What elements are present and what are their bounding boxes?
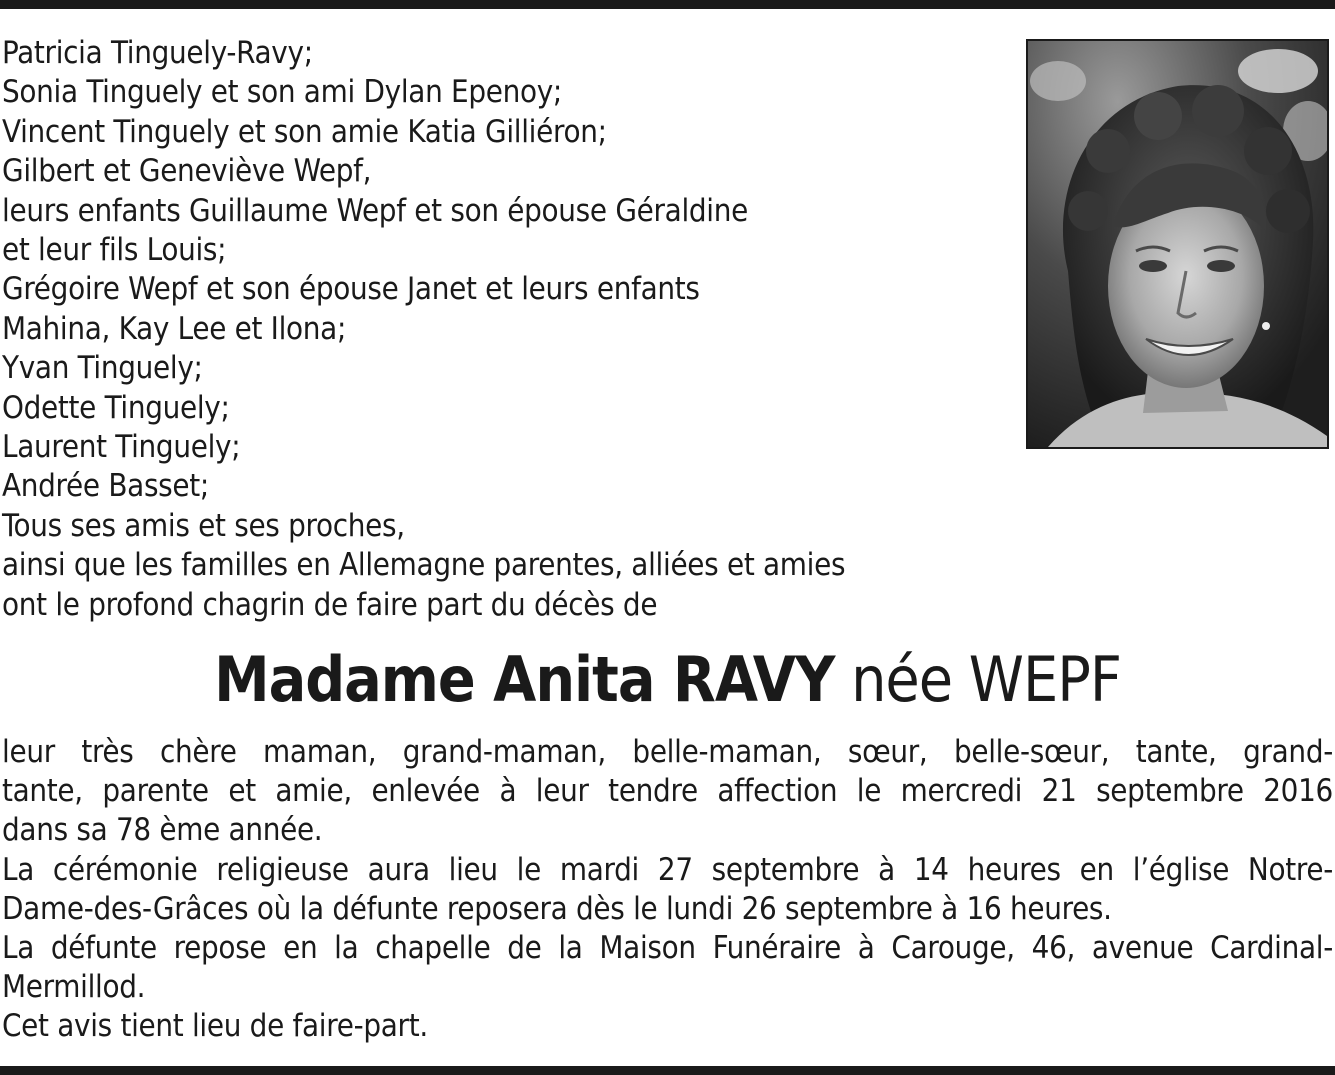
body-line: leur très chère maman, grand-maman, belle-maman, sœur, belle-sœur, tante, grand- — [2, 734, 1333, 770]
body-line: tante, parente et amie, enlevée à leur tendre affection le mercredi 21 septembre 2016 — [2, 773, 1333, 810]
body-line: Cet avis tient lieu de faire-part. — [2, 1008, 428, 1045]
bottom-rule — [0, 1066, 1335, 1075]
mourner-line: Andrée Basset; — [2, 468, 210, 505]
deceased-maiden-name: née WEPF — [851, 643, 1121, 716]
deceased-full-name: Madame Anita RAVY — [214, 643, 835, 716]
mourner-line: Laurent Tinguely; — [2, 429, 241, 466]
top-rule — [0, 0, 1335, 9]
mourner-line: ont le profond chagrin de faire part du décès de — [2, 586, 658, 623]
body-line: La défunte repose en la chapelle de la Maison Funéraire à Carouge, 46, avenue Cardinal- — [2, 930, 1333, 967]
body-line: dans sa 78 ème année. — [2, 812, 323, 849]
mourner-line: ainsi que les familles en Allemagne parentes, alliées et amies — [2, 547, 846, 584]
mourner-line: Yvan Tinguely; — [2, 350, 203, 387]
body-line: Mermillod. — [2, 969, 146, 1006]
mourner-line: Vincent Tinguely et son amie Katia Gilliéron; — [2, 113, 607, 150]
mourner-line: leurs enfants Guillaume Wepf et son épouse Géraldine — [2, 192, 749, 229]
mourner-line: Mahina, Kay Lee et Ilona; — [2, 310, 347, 347]
portrait-photo — [1026, 39, 1329, 449]
mourner-line: Gilbert et Geneviève Wepf, — [2, 153, 372, 190]
mourner-line: Tous ses amis et ses proches, — [2, 507, 405, 544]
mourners-list — [2, 34, 1002, 625]
mourner-line: Sonia Tinguely et son ami Dylan Epenoy; — [2, 74, 563, 111]
mourner-line: et leur fils Louis; — [2, 232, 227, 269]
mourner-line: Odette Tinguely; — [2, 389, 230, 426]
mourner-line: Grégoire Wepf et son épouse Janet et leurs enfants — [2, 271, 700, 308]
announcement-body — [2, 733, 1333, 1047]
deceased-name — [0, 640, 1335, 720]
body-line: Dame-des-Grâces où la défunte reposera dès le lundi 26 septembre à 16 heures. — [2, 890, 1112, 927]
body-line: La cérémonie religieuse aura lieu le mardi 27 septembre à 14 heures en l’église Notre- — [2, 851, 1333, 888]
portrait-image — [1028, 41, 1327, 447]
mourner-line: Patricia Tinguely-Ravy; — [2, 35, 313, 71]
